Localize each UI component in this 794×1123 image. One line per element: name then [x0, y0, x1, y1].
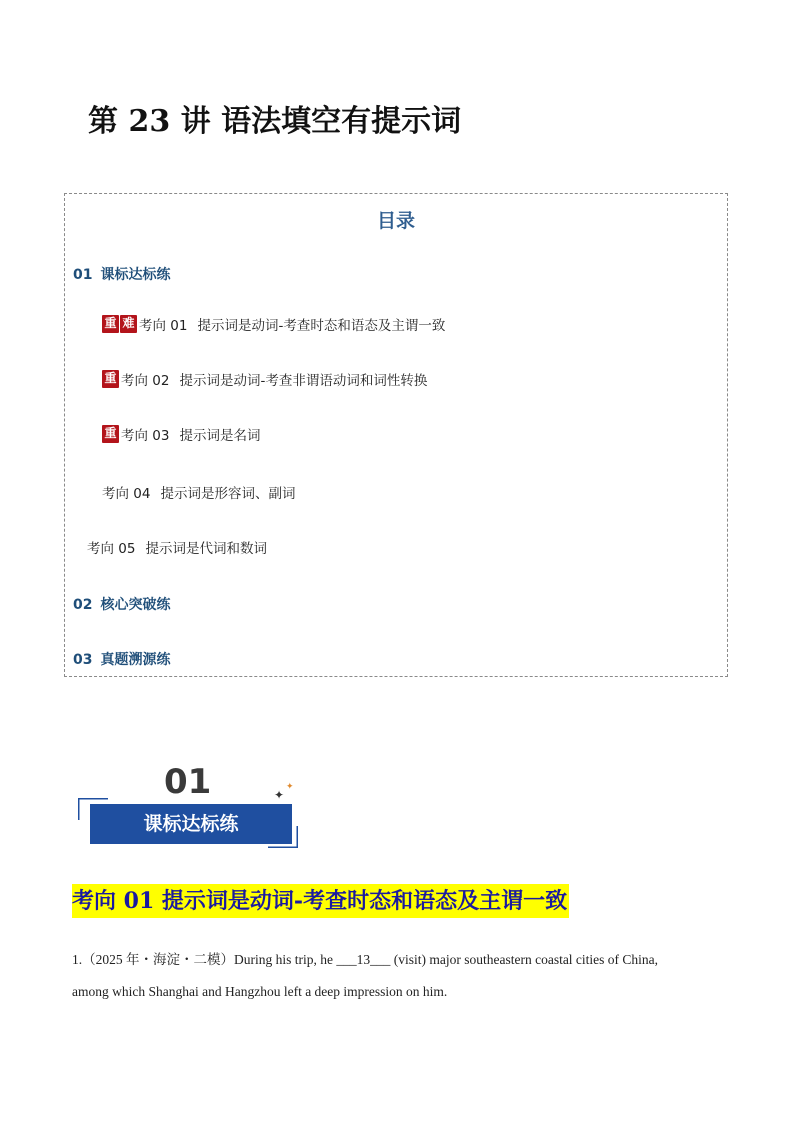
key-badge: 重 — [102, 425, 119, 443]
question-line-2: among which Shanghai and Hangzhou left a deep impression on him. — [72, 984, 448, 999]
sparkle-small-icon: ✦ — [286, 782, 294, 792]
difficult-badge: 难 — [120, 315, 137, 333]
toc-item-3[interactable] — [102, 424, 260, 444]
toc-item-4[interactable] — [102, 482, 295, 502]
page-title: 第 23 讲 语法填空有提示词 — [88, 104, 462, 139]
banner-number: 01 — [164, 762, 212, 802]
toc-item-text: 提示词是动词-考查非谓语动词和词性转换 — [179, 373, 428, 389]
toc-item-label: 考向 04 — [102, 486, 151, 502]
toc-section-2[interactable] — [73, 594, 170, 614]
question-line-1: 1.（2025 年・海淀・二模）During his trip, he ___13___ (visit) major southeastern coastal cities of China, — [72, 952, 659, 967]
toc-item-label: 考向 01 — [139, 318, 188, 334]
toc-item-label: 考向 03 — [121, 428, 170, 444]
toc-item-text: 提示词是动词-考查时态和语态及主谓一致 — [197, 318, 446, 334]
banner-label: 课标达标练 — [143, 813, 239, 835]
toc-item-2[interactable] — [102, 369, 427, 389]
toc-item-text: 提示词是名词 — [179, 428, 261, 444]
toc-section-1[interactable] — [73, 264, 170, 284]
sparkle-icon: ✦ — [274, 788, 285, 802]
toc-section-number: 03 — [73, 652, 93, 668]
toc-section-label: 课标达标练 — [100, 267, 171, 283]
toc-section-3[interactable] — [73, 649, 170, 669]
toc-item-label: 考向 05 — [87, 541, 136, 557]
key-badge: 重 — [102, 315, 119, 333]
toc-item-1[interactable] — [102, 314, 445, 334]
toc-item-text: 提示词是形容词、副词 — [160, 486, 296, 502]
toc-item-5[interactable] — [87, 537, 267, 557]
toc-item-text: 提示词是代词和数词 — [145, 541, 267, 557]
toc-item-label: 考向 02 — [121, 373, 170, 389]
toc-heading: 目录 — [376, 210, 415, 232]
toc-section-label: 核心突破练 — [100, 597, 171, 613]
section-banner — [78, 762, 308, 854]
toc-section-number: 01 — [73, 267, 93, 283]
key-badge: 重 — [102, 370, 119, 388]
toc-section-number: 02 — [73, 597, 93, 613]
question-1 — [72, 944, 720, 1008]
table-of-contents — [64, 193, 728, 677]
section-heading: 考向 01 提示词是动词-考查时态和语态及主谓一致 — [72, 884, 569, 918]
toc-section-label: 真题溯源练 — [100, 652, 171, 668]
